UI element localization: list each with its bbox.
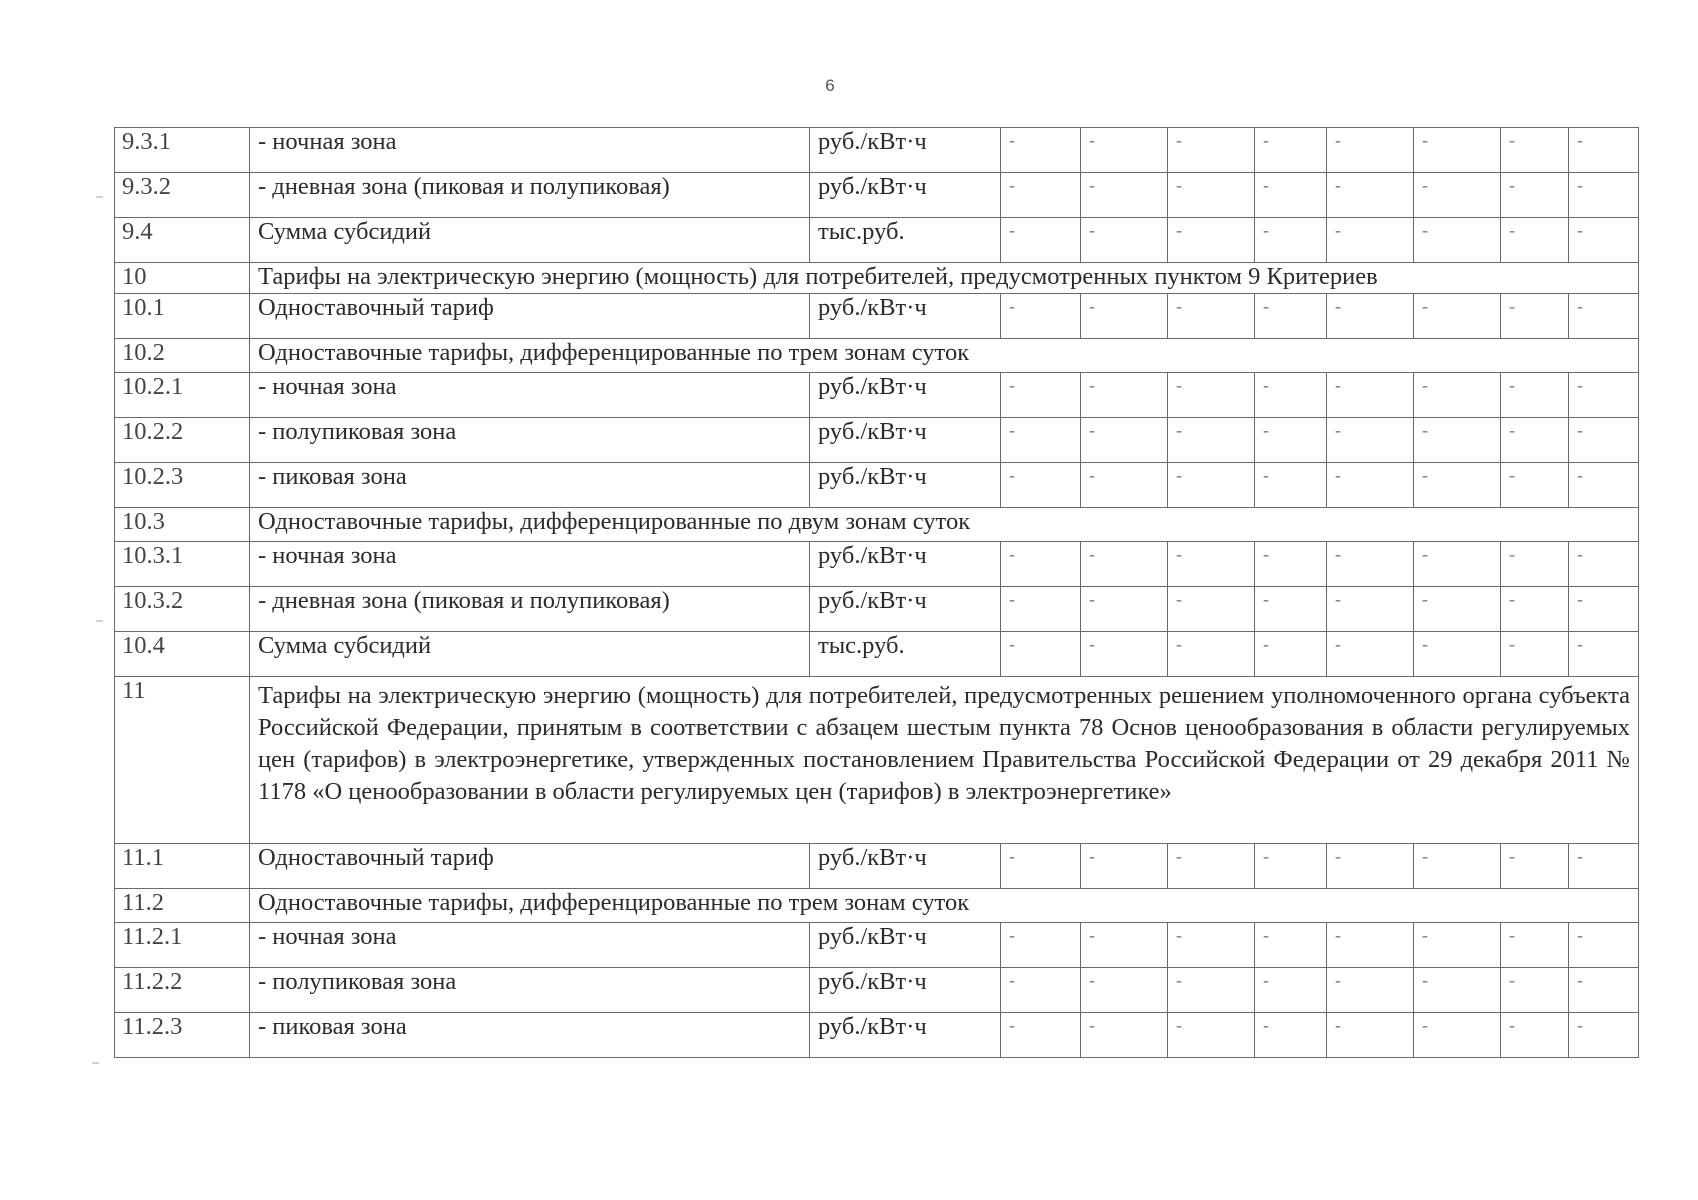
value-cell: - [1569, 463, 1639, 508]
value-cell: - [1255, 463, 1327, 508]
value-cell: - [1168, 218, 1255, 263]
row-unit: руб./кВт·ч [810, 294, 1001, 339]
value-cell: - [1081, 418, 1168, 463]
value-cell: - [1414, 373, 1501, 418]
row-unit: руб./кВт·ч [810, 463, 1001, 508]
section-title: Одноставочные тарифы, дифференцированные по трем зонам суток [250, 339, 1639, 373]
value-cell: - [1255, 844, 1327, 889]
value-cell: - [1569, 923, 1639, 968]
value-cell: - [1168, 373, 1255, 418]
value-cell: - [1569, 844, 1639, 889]
value-cell: - [1327, 587, 1414, 632]
value-cell: - [1501, 373, 1569, 418]
row-code: 10 [115, 263, 250, 294]
value-cell: - [1081, 128, 1168, 173]
row-unit: руб./кВт·ч [810, 373, 1001, 418]
value-cell: - [1501, 632, 1569, 677]
value-cell: - [1569, 373, 1639, 418]
value-cell: - [1414, 542, 1501, 587]
value-cell: - [1255, 128, 1327, 173]
section-title: Тарифы на электрическую энергию (мощность) для потребителей, предусмотренных пунктом 9 Критериев [250, 263, 1639, 294]
value-cell: - [1501, 1013, 1569, 1058]
value-cell: - [1001, 923, 1081, 968]
value-cell: - [1255, 968, 1327, 1013]
row-code: 11.2 [115, 889, 250, 923]
value-cell: - [1255, 1013, 1327, 1058]
value-cell: - [1414, 844, 1501, 889]
value-cell: - [1081, 542, 1168, 587]
row-name: Сумма субсидий [250, 632, 810, 677]
row-unit: руб./кВт·ч [810, 128, 1001, 173]
row-unit: руб./кВт·ч [810, 844, 1001, 889]
row-unit: руб./кВт·ч [810, 173, 1001, 218]
value-cell: - [1414, 294, 1501, 339]
value-cell: - [1168, 463, 1255, 508]
value-cell: - [1081, 294, 1168, 339]
value-cell: - [1501, 844, 1569, 889]
value-cell: - [1501, 173, 1569, 218]
row-code: 11.1 [115, 844, 250, 889]
value-cell: - [1414, 923, 1501, 968]
value-cell: - [1414, 218, 1501, 263]
value-cell: - [1569, 173, 1639, 218]
table-row [115, 463, 1639, 508]
table-row [115, 587, 1639, 632]
value-cell: - [1327, 218, 1414, 263]
table-row [115, 218, 1639, 263]
row-name: Одноставочный тариф [250, 294, 810, 339]
value-cell: - [1168, 632, 1255, 677]
value-cell: - [1255, 418, 1327, 463]
value-cell: - [1327, 173, 1414, 218]
value-cell: - [1569, 128, 1639, 173]
row-unit: руб./кВт·ч [810, 418, 1001, 463]
value-cell: - [1327, 844, 1414, 889]
section-title: Одноставочные тарифы, дифференцированные по трем зонам суток [250, 889, 1639, 923]
value-cell: - [1501, 463, 1569, 508]
row-name: - пиковая зона [250, 1013, 810, 1058]
value-cell: - [1569, 968, 1639, 1013]
section-row [115, 677, 1639, 844]
value-cell: - [1168, 923, 1255, 968]
table-row [115, 294, 1639, 339]
value-cell: - [1255, 923, 1327, 968]
value-cell: - [1001, 418, 1081, 463]
value-cell: - [1569, 542, 1639, 587]
value-cell: - [1001, 373, 1081, 418]
value-cell: - [1414, 463, 1501, 508]
value-cell: - [1501, 294, 1569, 339]
page-number: 6 [825, 76, 835, 95]
tariff-table [114, 127, 1639, 1058]
row-code: 9.3.1 [115, 128, 250, 173]
margin-mark [92, 1062, 99, 1064]
margin-mark [96, 196, 103, 198]
value-cell: - [1327, 542, 1414, 587]
row-name: - полупиковая зона [250, 418, 810, 463]
table-row [115, 418, 1639, 463]
value-cell: - [1327, 373, 1414, 418]
table-row [115, 923, 1639, 968]
value-cell: - [1255, 173, 1327, 218]
value-cell: - [1327, 1013, 1414, 1058]
row-unit: тыс.руб. [810, 218, 1001, 263]
value-cell: - [1414, 418, 1501, 463]
value-cell: - [1001, 632, 1081, 677]
row-unit: руб./кВт·ч [810, 542, 1001, 587]
row-name: - ночная зона [250, 542, 810, 587]
value-cell: - [1569, 294, 1639, 339]
value-cell: - [1327, 923, 1414, 968]
value-cell: - [1081, 968, 1168, 1013]
row-code: 9.3.2 [115, 173, 250, 218]
row-code: 11 [115, 677, 250, 844]
value-cell: - [1081, 632, 1168, 677]
value-cell: - [1327, 968, 1414, 1013]
row-code: 10.3 [115, 508, 250, 542]
row-code: 10.2.3 [115, 463, 250, 508]
value-cell: - [1501, 542, 1569, 587]
section-row [115, 889, 1639, 923]
value-cell: - [1168, 1013, 1255, 1058]
value-cell: - [1168, 128, 1255, 173]
value-cell: - [1081, 218, 1168, 263]
value-cell: - [1168, 968, 1255, 1013]
row-code: 10.3.1 [115, 542, 250, 587]
value-cell: - [1255, 373, 1327, 418]
value-cell: - [1414, 587, 1501, 632]
value-cell: - [1414, 1013, 1501, 1058]
row-name: - дневная зона (пиковая и полупиковая) [250, 587, 810, 632]
row-code: 10.3.2 [115, 587, 250, 632]
row-name: Одноставочный тариф [250, 844, 810, 889]
section-row [115, 339, 1639, 373]
value-cell: - [1168, 173, 1255, 218]
value-cell: - [1255, 542, 1327, 587]
section-title: Тарифы на электрическую энергию (мощность) для потребителей, предусмотренных решением уполномоченного органа субъекта Российской Федерации, принятым в соответствии с абзацем шестым пункта 78 Основ ценообразования в области регулируемых цен (тарифов) в электроэнергетике, утвержденных постановлением Правительства Российской Федерации от 29 декабря 2011 № 1178 «О ценообразовании в области регулируемых цен (тарифов) в электроэнергетике» [250, 677, 1639, 844]
table-row [115, 632, 1639, 677]
row-unit: руб./кВт·ч [810, 587, 1001, 632]
row-unit: руб./кВт·ч [810, 923, 1001, 968]
row-code: 11.2.1 [115, 923, 250, 968]
value-cell: - [1414, 632, 1501, 677]
value-cell: - [1168, 294, 1255, 339]
section-row [115, 508, 1639, 542]
row-code: 10.2.2 [115, 418, 250, 463]
row-unit: руб./кВт·ч [810, 1013, 1001, 1058]
row-code: 9.4 [115, 218, 250, 263]
value-cell: - [1168, 587, 1255, 632]
value-cell: - [1001, 218, 1081, 263]
value-cell: - [1001, 844, 1081, 889]
value-cell: - [1081, 373, 1168, 418]
value-cell: - [1569, 587, 1639, 632]
section-title: Одноставочные тарифы, дифференцированные по двум зонам суток [250, 508, 1639, 542]
table-row [115, 128, 1639, 173]
value-cell: - [1255, 218, 1327, 263]
value-cell: - [1414, 968, 1501, 1013]
value-cell: - [1501, 418, 1569, 463]
value-cell: - [1001, 294, 1081, 339]
value-cell: - [1501, 968, 1569, 1013]
value-cell: - [1081, 844, 1168, 889]
value-cell: - [1081, 463, 1168, 508]
table-row [115, 542, 1639, 587]
row-code: 10.2.1 [115, 373, 250, 418]
value-cell: - [1255, 632, 1327, 677]
value-cell: - [1081, 1013, 1168, 1058]
row-code: 10.2 [115, 339, 250, 373]
row-name: - полупиковая зона [250, 968, 810, 1013]
value-cell: - [1501, 218, 1569, 263]
row-code: 10.1 [115, 294, 250, 339]
table-row [115, 173, 1639, 218]
row-name: - ночная зона [250, 373, 810, 418]
value-cell: - [1569, 1013, 1639, 1058]
value-cell: - [1569, 418, 1639, 463]
row-code: 11.2.3 [115, 1013, 250, 1058]
value-cell: - [1501, 128, 1569, 173]
value-cell: - [1327, 128, 1414, 173]
row-unit: тыс.руб. [810, 632, 1001, 677]
value-cell: - [1001, 968, 1081, 1013]
value-cell: - [1327, 463, 1414, 508]
row-code: 10.4 [115, 632, 250, 677]
value-cell: - [1001, 1013, 1081, 1058]
value-cell: - [1255, 587, 1327, 632]
row-code: 11.2.2 [115, 968, 250, 1013]
row-name: - ночная зона [250, 128, 810, 173]
value-cell: - [1001, 542, 1081, 587]
value-cell: - [1501, 587, 1569, 632]
value-cell: - [1569, 632, 1639, 677]
value-cell: - [1081, 923, 1168, 968]
row-name: - ночная зона [250, 923, 810, 968]
row-name: Сумма субсидий [250, 218, 810, 263]
margin-mark [96, 620, 103, 622]
table-row [115, 844, 1639, 889]
value-cell: - [1081, 587, 1168, 632]
value-cell: - [1001, 128, 1081, 173]
row-name: - пиковая зона [250, 463, 810, 508]
value-cell: - [1001, 587, 1081, 632]
section-row [115, 263, 1639, 294]
value-cell: - [1414, 128, 1501, 173]
value-cell: - [1001, 173, 1081, 218]
value-cell: - [1168, 542, 1255, 587]
table-row [115, 373, 1639, 418]
value-cell: - [1255, 294, 1327, 339]
value-cell: - [1001, 463, 1081, 508]
value-cell: - [1327, 418, 1414, 463]
row-unit: руб./кВт·ч [810, 968, 1001, 1013]
value-cell: - [1327, 294, 1414, 339]
table-row [115, 1013, 1639, 1058]
value-cell: - [1168, 844, 1255, 889]
value-cell: - [1414, 173, 1501, 218]
row-name: - дневная зона (пиковая и полупиковая) [250, 173, 810, 218]
value-cell: - [1569, 218, 1639, 263]
table-row [115, 968, 1639, 1013]
value-cell: - [1501, 923, 1569, 968]
value-cell: - [1081, 173, 1168, 218]
value-cell: - [1327, 632, 1414, 677]
value-cell: - [1168, 418, 1255, 463]
